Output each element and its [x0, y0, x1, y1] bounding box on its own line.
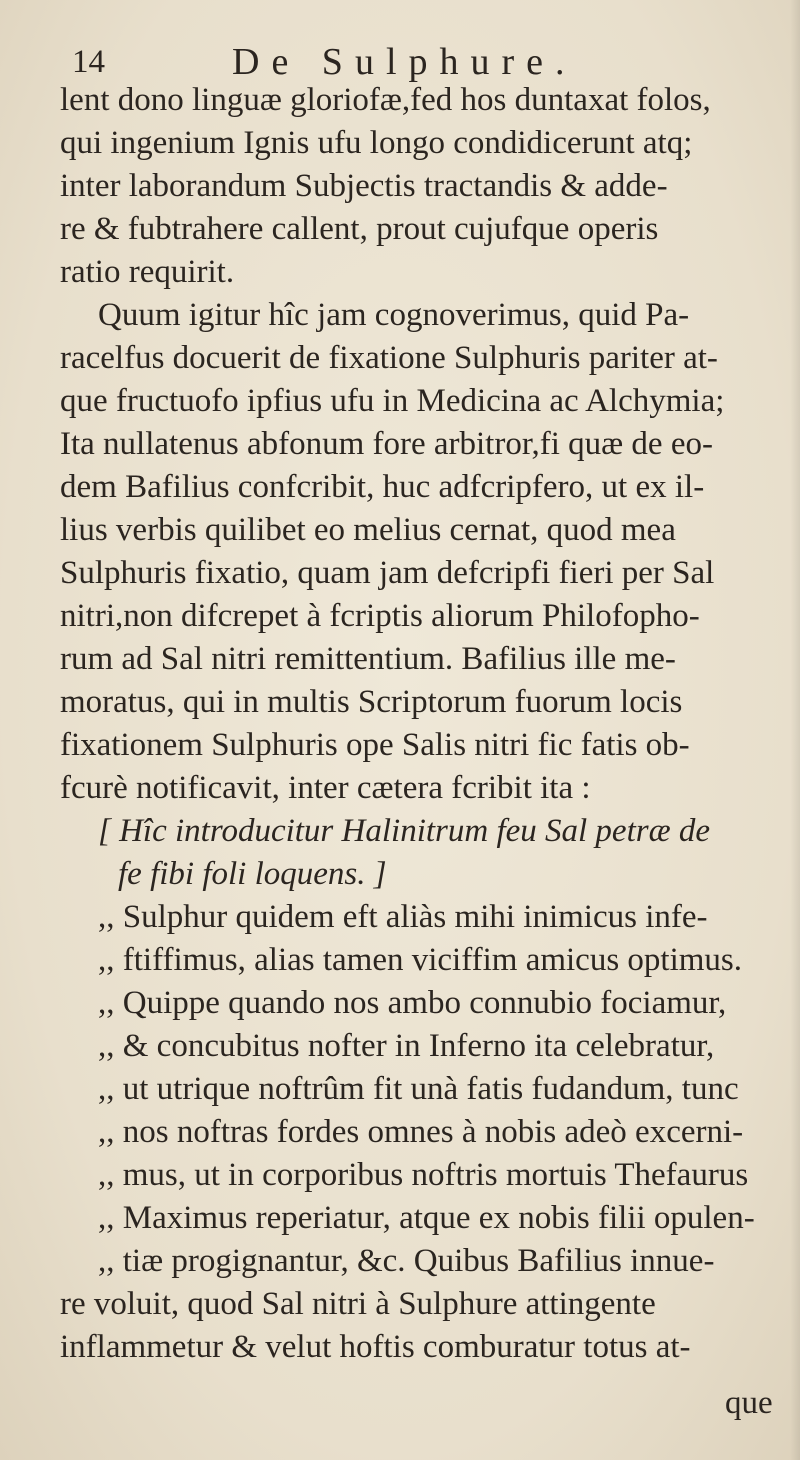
text-line: qui ingenium Ignis ufu longo condidicerunt atq;	[60, 125, 693, 161]
quoted-line: ,, ftiffimus, alias tamen viciffim amicus optimus.	[98, 942, 743, 978]
text-line: lius verbis quilibet eo melius cernat, quod mea	[60, 512, 676, 548]
running-title: De Sulphure.	[232, 41, 577, 83]
text-line: lent dono linguæ gloriofæ,fed hos duntaxat folos,	[60, 82, 711, 118]
text-line: fcurè notificavit, inter cætera fcribit ita :	[60, 770, 591, 806]
quoted-line: ,, & concubitus nofter in Inferno ita celebratur,	[98, 1028, 715, 1064]
text-line: re & fubtrahere callent, prout cujufque operis	[60, 211, 659, 247]
quoted-line: ,, Quippe quando nos ambo connubio fociamur,	[98, 985, 727, 1021]
quoted-line: ,, mus, ut in corporibus noftris mortuis Thefaurus	[98, 1157, 749, 1193]
text-line-italic: [ Hîc introducitur Halinitrum feu Sal petræ de	[98, 813, 710, 849]
quoted-line: ,, Maximus reperiatur, atque ex nobis filii opulen-	[98, 1200, 755, 1236]
text-line: moratus, qui in multis Scriptorum fuorum locis	[60, 684, 683, 720]
text-line: inter laborandum Subjectis tractandis & adde-	[60, 168, 668, 204]
quoted-line: ,, tiæ progignantur, &c. Quibus Bafilius innue-	[98, 1243, 715, 1279]
text-line: Ita nullatenus abfonum fore arbitror,fi quæ de eo-	[60, 426, 713, 462]
page-number: 14	[72, 44, 105, 80]
catchword: que	[725, 1385, 773, 1421]
quoted-line: ,, nos noftras fordes omnes à nobis adeò excerni-	[98, 1114, 744, 1150]
text-line: ratio requirit.	[60, 254, 235, 290]
text-line: rum ad Sal nitri remittentium. Bafilius ille me-	[60, 641, 676, 677]
text-line: fixationem Sulphuris ope Salis nitri fic fatis ob-	[60, 727, 690, 763]
text-line: racelfus docuerit de fixatione Sulphuris pariter at-	[60, 340, 718, 376]
text-line: inflammetur & velut hoftis comburatur totus at-	[60, 1329, 691, 1365]
quoted-line: ,, Sulphur quidem eft aliàs mihi inimicus infe-	[98, 899, 708, 935]
quoted-line: ,, ut utrique noftrûm fit unà fatis fudandum, tunc	[98, 1071, 739, 1107]
text-line: que fructuofo ipfius ufu in Medicina ac Alchymia;	[60, 383, 725, 419]
text-line: Quum igitur hîc jam cognoverimus, quid Pa-	[98, 297, 690, 333]
text-line: Sulphuris fixatio, quam jam defcripfi fieri per Sal	[60, 555, 715, 591]
text-line: re voluit, quod Sal nitri à Sulphure attingente	[60, 1286, 656, 1322]
page-edge-shadow	[790, 0, 800, 1460]
text-line: dem Bafilius confcribit, huc adfcripfero, ut ex il-	[60, 469, 705, 505]
text-line-italic: fe fibi foli loquens. ]	[118, 856, 387, 892]
text-line: nitri,non difcrepet à fcriptis aliorum Philofopho-	[60, 598, 700, 634]
